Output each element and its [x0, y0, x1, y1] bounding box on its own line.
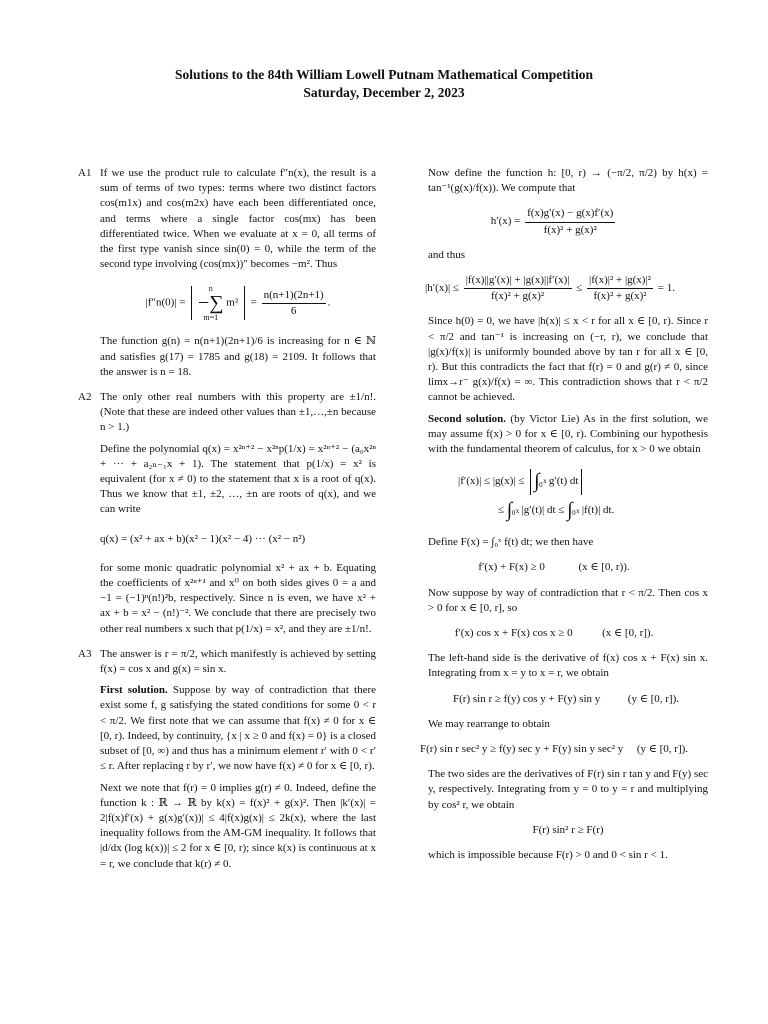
h-prime-lhs: h′(x) = [490, 215, 521, 228]
ineq-sec [400, 742, 708, 757]
integral-line2-second: |f(t)| dt. [581, 504, 615, 517]
sum-lower-limit: m=1 [203, 313, 219, 323]
fraction-denominator: 6 [290, 304, 297, 317]
fraction-numerator: |f(x)||g′(x)| + |g(x)||f′(x)| [464, 273, 572, 289]
ineq-f-prime-F [400, 560, 708, 575]
right-paragraph-1: Now define the function h: [0, r) → (−π/2, π/2) by h(x) = tan⁻¹(g(x)/f(x)). We compute that [428, 167, 708, 195]
right-paragraph-7: The left-hand side is the derivative of f(x) cos x + F(x) sin x. Integrating from x = y to x = r, we obtain [428, 652, 708, 680]
bound-fraction-1 [464, 273, 572, 304]
fraction-numerator: f(x)g′(x) − g(x)f′(x) [525, 206, 615, 222]
fraction-denominator: f(x)² + g(x)² [593, 290, 647, 303]
a2-paragraph-1: The only other real numbers with this property are ±1/n!. (Note that these are indeed other values than ±1,…,±n because n > 1.) [100, 391, 376, 434]
problem-a2 [78, 390, 376, 637]
right-paragraph-8: We may rearrange to obtain [428, 717, 550, 730]
integral-inequality [458, 467, 708, 525]
summation-symbol: n −∑ m=1 [198, 284, 224, 323]
ineq-7: F(r) sin r sec² y ≥ f(y) sec y + F(y) sin y sec² y [419, 743, 624, 756]
ineq-4: f′(x) + F(x) ≥ 0 [478, 561, 545, 574]
ineq-7-cond: (y ∈ [0, r]). [636, 743, 689, 756]
bound-le: ≤ [576, 282, 583, 295]
a1-paragraph-1: If we use the product rule to calculate f″n(x), the result is a sum of terms of two types: terms where two distinct factors cos(m1x) and cos(m2x) have each been differentiated once, and terms where a single factor cos(mx) has been differentiated twice. When we evaluate at x = 0, all terms of the first type vanish since sin(0) = 0, while the term of the second type involving (cos(mx))″ becomes −m². Thus [100, 167, 376, 271]
a2-paragraph-2: Define the polynomial q(x) = x²ⁿ⁺² − x²ⁿp(1/x) = x²ⁿ⁺² − (a₀x²ⁿ + ··· + a₂ₙ₋₁x + 1). The statement that p(1/x) = x² is equivalent (for x ≠ 0) to the statement that x is a root of q(x). Thus we know that ±1, ±2, …, ±n are roots of q(x), and we can write [100, 442, 376, 516]
ineq-5-cond: (x ∈ [0, r]). [602, 627, 654, 640]
a3-paragraph-2 [100, 683, 376, 774]
problem-label-a3: A3 [78, 647, 92, 660]
left-column [78, 166, 376, 872]
a1-eq-lhs: |f″n(0)| = [145, 296, 186, 309]
a2-paragraph-3: for some monic quadratic polynomial x² + ax + b. Equating the coefficients of x²ⁿ⁺¹ and x⁰ on both sides gives 0 = a and −1 = (−1)ⁿ(n!)²b, respectively. Since n is even, we have x² + ax + b = x² − (n!)⁻². We conclude that there are precisely two other real numbers x such that p(1/x) = x², and they are ±1/n!. [100, 561, 376, 635]
h-prime-fraction [525, 206, 615, 237]
title-line-2: Saturday, December 2, 2023 [303, 85, 465, 100]
right-paragraph-4-text: (by Victor Lie) As in the first solution, we may assume f(x) > 0 for x ∈ [0, r). Combining our hypothesis with the fundamental theorem of calculus, for x > 0 we obtain [428, 412, 708, 456]
ineq-6-cond: (y ∈ [0, r]). [627, 692, 679, 705]
right-paragraph-9: The two sides are the derivatives of F(r) sin r tan y and F(y) sec y, respectively. Integrating from y = 0 to y = r and multiplying by cos² r, we obtain [428, 768, 708, 811]
right-column [400, 166, 708, 863]
sum-upper-limit: n [208, 284, 213, 294]
integral-line2-first: |g′(t)| dt ≤ [521, 504, 565, 517]
problem-label-a2: A2 [78, 391, 92, 404]
bound-rhs: = 1. [657, 282, 675, 295]
ineq-5: f′(x) cos x + F(x) cos x ≥ 0 [454, 627, 573, 640]
ineq-4-cond: (x ∈ [0, r)). [578, 561, 630, 574]
bound-lhs: |h′(x)| ≤ [425, 282, 459, 295]
fraction-numerator: n(n+1)(2n+1) [262, 288, 326, 304]
problem-label-a1: A1 [78, 167, 92, 179]
a2-equation: q(x) = (x² + ax + b)(x² − 1)(x² − 4) ··· (x² − n²) [100, 532, 306, 545]
a3-paragraph-3: Next we note that f(r) = 0 implies g(r) ≠ 0. Indeed, define the function k : ℝ → ℝ by k(x) = f(x)² + g(x)². Then |k′(x)| = 2|f(x)f′(x) + g(x)g′(x))| ≤ 4|f(x)g(x)| ≤ 2k(x), where the last inequality follows from the AM-GM inequality. It follows that |d/dx (log k(x))| ≤ 2 for x ∈ [0, r); since k(x) is continuous at x = r, we conclude that k(r) ≠ 0. [100, 781, 376, 870]
h-prime-bound-equation [392, 273, 708, 304]
right-paragraph-10: which is impossible because F(r) > 0 and 0 < sin r < 1. [428, 849, 668, 862]
second-solution-heading: Second solution. [428, 412, 507, 425]
paper-title [0, 66, 768, 102]
integral-sign: ∫ x 0 [534, 469, 547, 492]
a1-paragraph-2: The function g(n) = n(n+1)(2n+1)/6 is increasing for n ∈ ℕ and satisfies g(17) = 1785 and g(18) = 2109. It follows that the answer is n = 18. [100, 335, 376, 378]
bound-fraction-2 [587, 273, 653, 304]
ineq-final: F(r) sin² r ≥ F(r) [532, 823, 604, 836]
fraction-denominator: f(x)² + g(x)² [543, 223, 597, 236]
right-paragraph-3: Since h(0) = 0, we have |h(x)| ≤ x < r for all x ∈ [0, r). Since r < π/2 and tan⁻¹ is increasing on (−r, r), we conclude that |g(x)/f(x)| is uniformly bounded above by tan r for all x ∈ [0, r). But this contradicts the fact that f(r) = 0 and g(r) ≠ 0, since limx→r⁻ g(x)/f(x) = ∞. This contradiction shows that r < π/2 cannot be achieved. [428, 315, 708, 404]
title-line-1: Solutions to the 84th William Lowell Putnam Mathematical Competition [175, 67, 593, 82]
integral-line1-integrand: g′(t) dt [548, 475, 579, 488]
right-paragraph-6: Now suppose by way of contradiction that r < π/2. Then cos x > 0 for x ∈ [0, r], so [428, 586, 708, 614]
integral-line1-lhs: |f′(x)| ≤ |g(x)| ≤ [458, 475, 525, 488]
ineq-6: F(r) sin r ≥ f(y) cos y + F(y) sin y [453, 692, 601, 705]
ineq-cos [400, 626, 708, 641]
integral-sign: ∫ x 0 [567, 498, 580, 521]
right-paragraph-5: Define F(x) = ∫₀ˣ f(t) dt; we then have [428, 536, 594, 549]
first-solution-heading: First solution. [100, 684, 168, 697]
integral-sign: ∫ x 0 [506, 498, 520, 521]
ineq-sin [424, 692, 708, 707]
integral-line2-le: ≤ [498, 504, 505, 517]
problem-a1 [78, 166, 376, 380]
a3-paragraph-2-text: Suppose by way of contradiction that there exist some f, g satisfying the stated conditions for some 0 < r < π/2. We first note that we can assume that f(x) ≠ 0 for x ∈ [0, r). Indeed, by continuity, {x | x ≥ 0 and f(x) = 0} is a closed subset of [0, ∞) and thus has a minimum element r′ with 0 < r′ ≤ r. After replacing r by r′, we now have f(x) ≠ 0 for x ∈ [0, r). [100, 684, 377, 773]
a3-paragraph-1: The answer is r = π/2, which manifestly is achieved by setting f(x) = cos x and g(x) = sin x. [100, 647, 376, 676]
fraction-numerator: |f(x)|² + |g(x)|² [587, 273, 653, 289]
fraction-denominator: f(x)² + g(x)² [491, 290, 545, 303]
a1-eq-fraction [262, 288, 326, 319]
a1-equation: |f″n(0)| = n −∑ m=1 m² = $\frac{n(n+1)(2n+1)}{6}$ . [145, 284, 331, 323]
h-prime-equation [400, 206, 708, 237]
right-paragraph-4 [400, 412, 708, 458]
problem-a3 [78, 647, 376, 872]
right-paragraph-2: and thus [428, 248, 465, 261]
